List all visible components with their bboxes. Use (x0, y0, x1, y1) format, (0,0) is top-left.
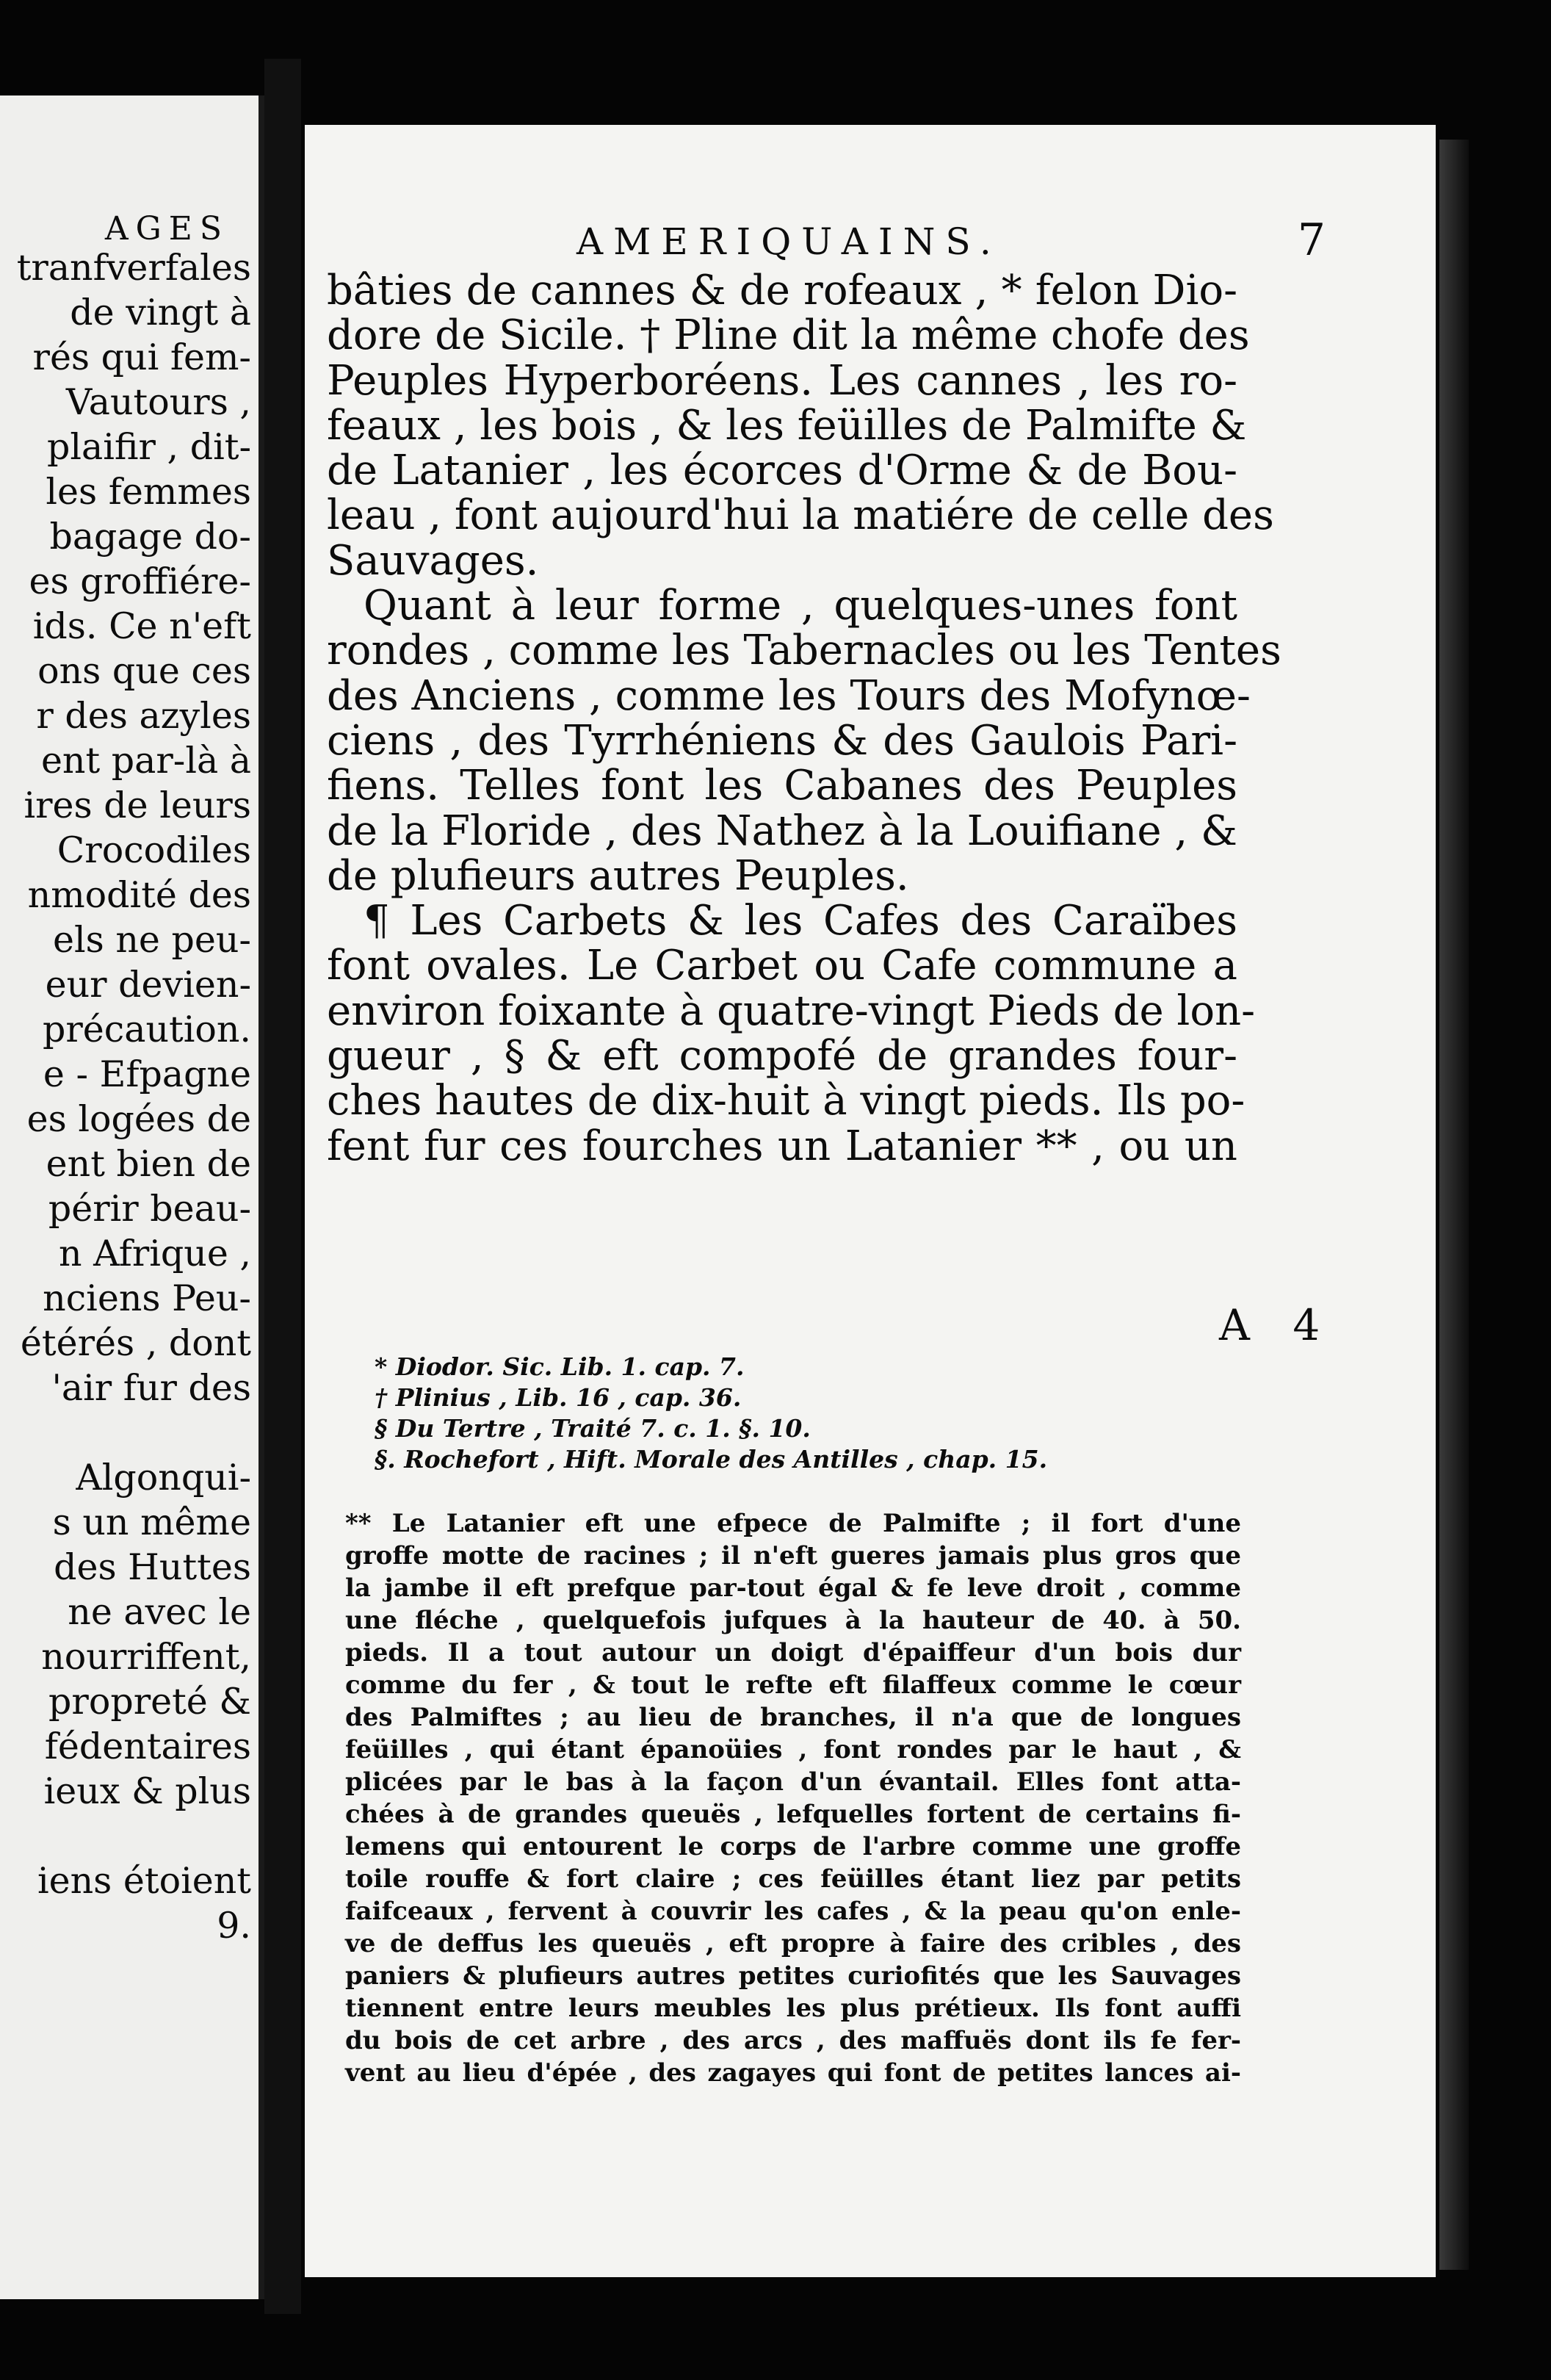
body-line: des Anciens , comme les Tours des Mofynœ- (327, 671, 1251, 720)
left-text-line: tranfverfales (16, 247, 251, 289)
footnote-line: vent au lieu d'épée , des zagayes qui font de petites lances ai- (345, 2058, 1241, 2088)
left-text-line: précaution. (43, 1009, 251, 1050)
left-text-line: Crocodiles (57, 829, 251, 871)
left-text-line: els ne peu- (52, 919, 251, 961)
left-text-line: es groffiére- (29, 560, 251, 602)
body-line: bâties de cannes & de rofeaux , * felon Dio- (327, 267, 1237, 314)
signature-mark: A 4 (1219, 1300, 1335, 1350)
footnote-line: des Palmiftes ; au lieu de branches, il n'a que de longues (345, 1703, 1241, 1732)
footnote-line: une fléche , quelquefois jufques à la hauteur de 40. à 50. (345, 1606, 1241, 1635)
right-page (305, 125, 1436, 2277)
footnote-line: ve de deffus les queuës , eft propre à faire des cribles , des (345, 1929, 1241, 1958)
footnote-line: la jambe il eft prefque par-tout égal & fe leve droit , comme (345, 1573, 1241, 1603)
left-text-line: ons que ces (37, 650, 251, 692)
left-text-line: 'air fur des (51, 1367, 251, 1409)
reference-note: §. Rochefort , Hift. Morale des Antilles , chap. 15. (375, 1445, 1048, 1474)
body-line: Peuples Hyperboréens. Les cannes , les ro- (327, 356, 1237, 405)
left-text-line: propreté & (48, 1681, 251, 1723)
footnote-line: chées à de grandes queuës , lefquelles fortent de certains fi- (345, 1800, 1241, 1829)
left-text-line: ires de leurs (24, 785, 251, 826)
footnote-line: du bois de cet arbre , des arcs , des maffuës dont ils fe fer- (345, 2026, 1241, 2055)
left-text-line: étérés , dont (20, 1322, 251, 1364)
left-text-line: e - Efpagne (43, 1053, 251, 1095)
footnote-line: feüilles , qui étant épanoüies , font rondes par le haut , & (345, 1735, 1241, 1764)
footnote-line: paniers & plufieurs autres petites curiofités que les Sauvages (345, 1961, 1241, 1991)
left-text-line: 9. (217, 1905, 251, 1947)
footnote (345, 1507, 1241, 2089)
body-line: rondes , comme les Tabernacles ou les Tentes (327, 627, 1281, 675)
body-line: dore de Sicile. † Pline dit la même chofe des (327, 311, 1250, 360)
body-line: de plufieurs autres Peuples. (327, 851, 909, 900)
running-header (305, 214, 1436, 266)
left-text-line: périr beau- (48, 1188, 251, 1230)
footnote-line: groffe motte de racines ; il n'eft gueres jamais plus gros que (345, 1541, 1241, 1571)
footnote-line: tiennent entre leurs meubles les plus prétieux. Ils font auffi (345, 1994, 1241, 2023)
left-text-line: rés qui fem- (32, 336, 251, 378)
left-text-line: ieux & plus (43, 1770, 251, 1812)
footnote-line: toile rouffe & fort claire ; ces feüilles étant liez par petits (345, 1864, 1241, 1894)
footnote-line: pieds. Il a tout autour un doigt d'épaiffeur d'un bois dur (345, 1638, 1241, 1667)
left-text-line: nmodité des (27, 874, 251, 916)
left-text-line: bagage do- (49, 516, 251, 558)
body-line: ches hautes de dix-huit à vingt pieds. Ils po- (327, 1077, 1246, 1125)
left-text-line: r des azyles (36, 695, 251, 737)
body-line: ¶ Les Carbets & les Cafes des Caraïbes (364, 897, 1237, 945)
page-number: 7 (1297, 214, 1326, 266)
body-line: fiens. Telles font les Cabanes des Peuples (327, 762, 1237, 810)
left-text-line: nciens Peu- (43, 1277, 251, 1319)
left-text-line: des Huttes (54, 1546, 251, 1588)
left-text-line: ids. Ce n'eft (32, 605, 251, 647)
marginal-notes (345, 1352, 1241, 2088)
footnote-line: lemens qui entourent le corps de l'arbre comme une groffe (345, 1832, 1241, 1861)
left-text-line: plaifir , dit- (46, 426, 251, 468)
footnote-line: ** Le Latanier eft une efpece de Palmifte ; il fort d'une (345, 1509, 1241, 1538)
left-text-line: es logées de (26, 1098, 251, 1140)
footnote-line: faifceaux , fervent à couvrir les cafes , & la peau qu'on enle- (345, 1897, 1241, 1926)
left-text-line: ent bien de (46, 1143, 251, 1185)
book-gutter (264, 59, 301, 2314)
left-text-line: ent par-là à (40, 740, 251, 782)
left-text-line: ne avec le (68, 1591, 251, 1633)
left-text-line: les femmes (46, 471, 251, 513)
body-line: Sauvages. (327, 536, 539, 585)
reference-note: * Diodor. Sic. Lib. 1. cap. 7. (375, 1352, 745, 1381)
page-edge (1439, 140, 1469, 2270)
body-line: feaux , les bois , & les feüilles de Palmifte & (327, 401, 1247, 450)
left-page (0, 95, 264, 2299)
reference-note: § Du Tertre , Traité 7. c. 1. §. 10. (375, 1414, 811, 1443)
left-text-line: eur devien- (45, 964, 251, 1006)
body-line: fent fur ces fourches un Latanier ** , ou un (327, 1122, 1237, 1170)
body-line: de la Floride , des Nathez à la Louifiane , & (327, 807, 1237, 855)
body-line: Quant à leur forme , quelques-unes font (364, 582, 1237, 630)
body-line: de Latanier , les écorces d'Orme & de Bou- (327, 447, 1237, 495)
left-text-line: Algonqui- (76, 1457, 251, 1499)
left-text-line: de vingt à (70, 292, 251, 333)
left-text-line: fédentaires (44, 1726, 251, 1767)
left-text-line: Vautours , (65, 381, 251, 423)
body-line: gueur , § & eft compofé de grandes four- (327, 1032, 1237, 1081)
left-text-line: nourriffent, (41, 1636, 251, 1678)
body-line: environ foixante à quatre-vingt Pieds de lon- (327, 987, 1256, 1035)
running-title: AMERIQUAINS. (576, 220, 1002, 263)
left-running-head: AGES (104, 210, 229, 248)
footnote-line: comme du fer , & tout le refte eft filaffeux comme le cœur (345, 1670, 1241, 1700)
body-line: font ovales. Le Carbet ou Cafe commune a (327, 942, 1237, 990)
body-line: ciens , des Tyrrhéniens & des Gaulois Pari- (327, 716, 1237, 765)
left-text-line: n Afrique , (59, 1233, 251, 1274)
left-text-line: iens étoient (37, 1860, 251, 1902)
body-text (327, 267, 1281, 1170)
left-text-line: s un même (52, 1501, 251, 1543)
body-line: leau , font aujourd'hui la matiére de celle des (327, 491, 1274, 540)
footnote-line: plicées par le bas à la façon d'un évantail. Elles font atta- (345, 1767, 1241, 1797)
reference-note: † Plinius , Lib. 16 , cap. 36. (375, 1383, 742, 1412)
